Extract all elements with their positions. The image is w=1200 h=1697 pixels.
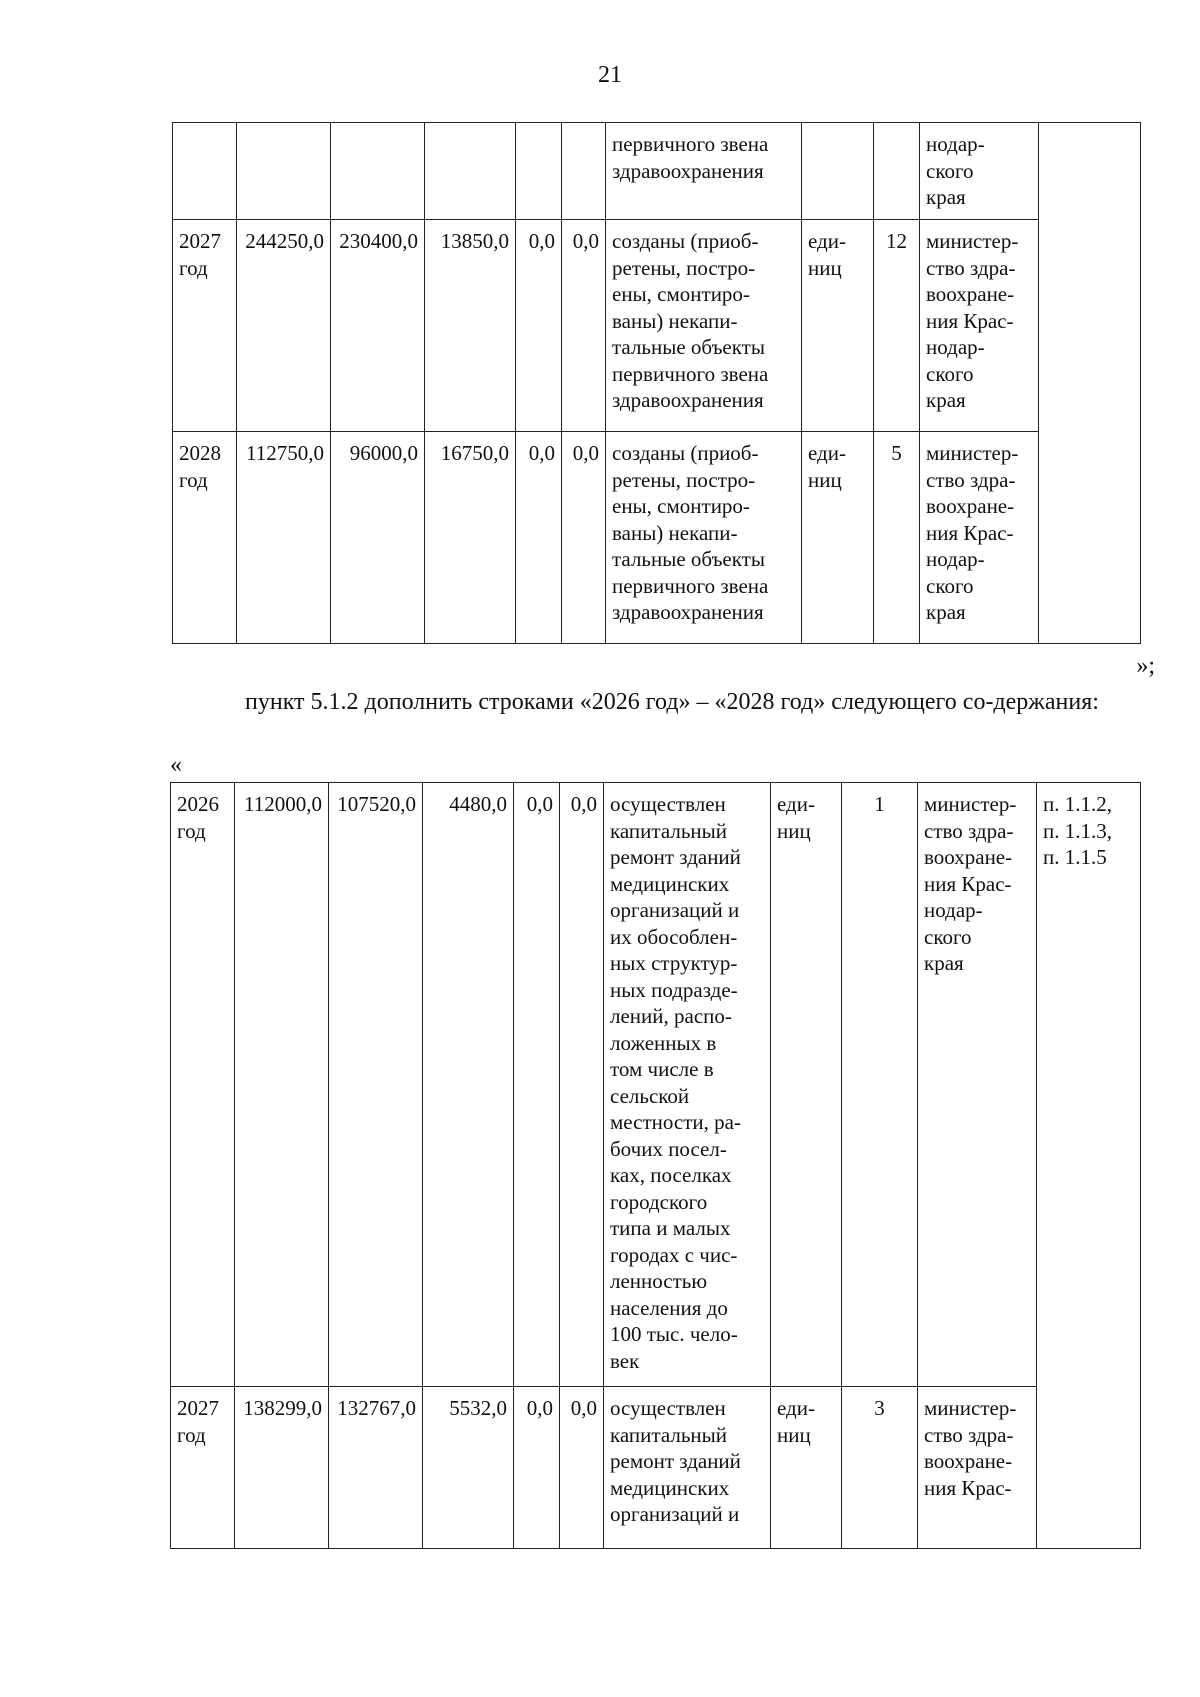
- amount-cell: [516, 123, 562, 220]
- ref-cell: п. 1.1.2, п. 1.1.3, п. 1.1.5: [1037, 783, 1141, 1549]
- qty-cell: 1: [842, 783, 918, 1387]
- executor-cell: нодар- ского края: [920, 123, 1039, 220]
- unit-cell: еди- ниц: [771, 1387, 842, 1549]
- amount-cell: 132767,0: [329, 1387, 423, 1549]
- amount-cell: 0,0: [514, 1387, 560, 1549]
- total-cell: [237, 123, 331, 220]
- amount-cell: 0,0: [560, 1387, 604, 1549]
- unit-cell: еди- ниц: [771, 783, 842, 1387]
- total-cell: 244250,0: [237, 220, 331, 432]
- qty-cell: 3: [842, 1387, 918, 1549]
- continued-table: [172, 122, 1141, 644]
- amount-cell: 0,0: [560, 783, 604, 1387]
- amount-cell: 107520,0: [329, 783, 423, 1387]
- amount-cell: [331, 123, 425, 220]
- table-row: [173, 123, 1141, 220]
- table-row: [173, 220, 1141, 432]
- year-cell: 2028 год: [173, 432, 237, 644]
- amount-cell: 13850,0: [425, 220, 516, 432]
- result-cell: созданы (приоб- ретены, постро- ены, смонтиро- ваны) некапи- тальные объекты первичного звена здравоохранения: [606, 432, 802, 644]
- amount-cell: 0,0: [516, 220, 562, 432]
- added-rows-table: [170, 782, 1141, 1549]
- amount-cell: 0,0: [514, 783, 560, 1387]
- table-row: [171, 783, 1141, 1387]
- executor-cell: министер- ство здра- воохране- ния Крас- нодар- ского края: [918, 783, 1037, 1387]
- amount-cell: [425, 123, 516, 220]
- executor-cell: министер- ство здра- воохране- ния Крас-: [918, 1387, 1037, 1549]
- result-cell: первичного звена здравоохранения: [606, 123, 802, 220]
- unit-cell: [802, 123, 874, 220]
- amount-cell: 16750,0: [425, 432, 516, 644]
- result-cell: созданы (приоб- ретены, постро- ены, смонтиро- ваны) некапи- тальные объекты первичного звена здравоохранения: [606, 220, 802, 432]
- closing-quote: »;: [1136, 653, 1155, 679]
- result-cell: осуществлен капитальный ремонт зданий медицинских организаций и: [604, 1387, 771, 1549]
- amendment-paragraph: пункт 5.1.2 дополнить строками «2026 год» – «2028 год» следующего со-держания:: [245, 689, 1099, 715]
- amount-cell: 230400,0: [331, 220, 425, 432]
- amount-cell: 4480,0: [423, 783, 514, 1387]
- amount-cell: [562, 123, 606, 220]
- qty-cell: 5: [874, 432, 920, 644]
- amount-cell: 5532,0: [423, 1387, 514, 1549]
- executor-cell: министер- ство здра- воохране- ния Крас- нодар- ского края: [920, 220, 1039, 432]
- qty-cell: [874, 123, 920, 220]
- result-cell: осуществлен капитальный ремонт зданий медицинских организаций и их обособлен- ных структур- ных подразде- лений, распо- ложенных в том числе в сельской местности, ра- бочих посел- ках, поселках городского типа и малых городах с чис- ленностью населения до 100 тыс. чело- век: [604, 783, 771, 1387]
- year-cell: 2027 год: [173, 220, 237, 432]
- total-cell: 112000,0: [235, 783, 329, 1387]
- unit-cell: еди- ниц: [802, 432, 874, 644]
- year-cell: 2027 год: [171, 1387, 235, 1549]
- unit-cell: еди- ниц: [802, 220, 874, 432]
- amount-cell: 0,0: [562, 432, 606, 644]
- year-cell: [173, 123, 237, 220]
- amount-cell: 0,0: [516, 432, 562, 644]
- opening-quote: «: [170, 752, 182, 778]
- ref-cell: [1039, 123, 1141, 644]
- qty-cell: 12: [874, 220, 920, 432]
- total-cell: 112750,0: [237, 432, 331, 644]
- page-number: 21: [598, 62, 622, 88]
- year-cell: 2026 год: [171, 783, 235, 1387]
- table-row: [171, 1387, 1141, 1549]
- total-cell: 138299,0: [235, 1387, 329, 1549]
- executor-cell: министер- ство здра- воохране- ния Крас- нодар- ского края: [920, 432, 1039, 644]
- amount-cell: 0,0: [562, 220, 606, 432]
- table-row: [173, 432, 1141, 644]
- amount-cell: 96000,0: [331, 432, 425, 644]
